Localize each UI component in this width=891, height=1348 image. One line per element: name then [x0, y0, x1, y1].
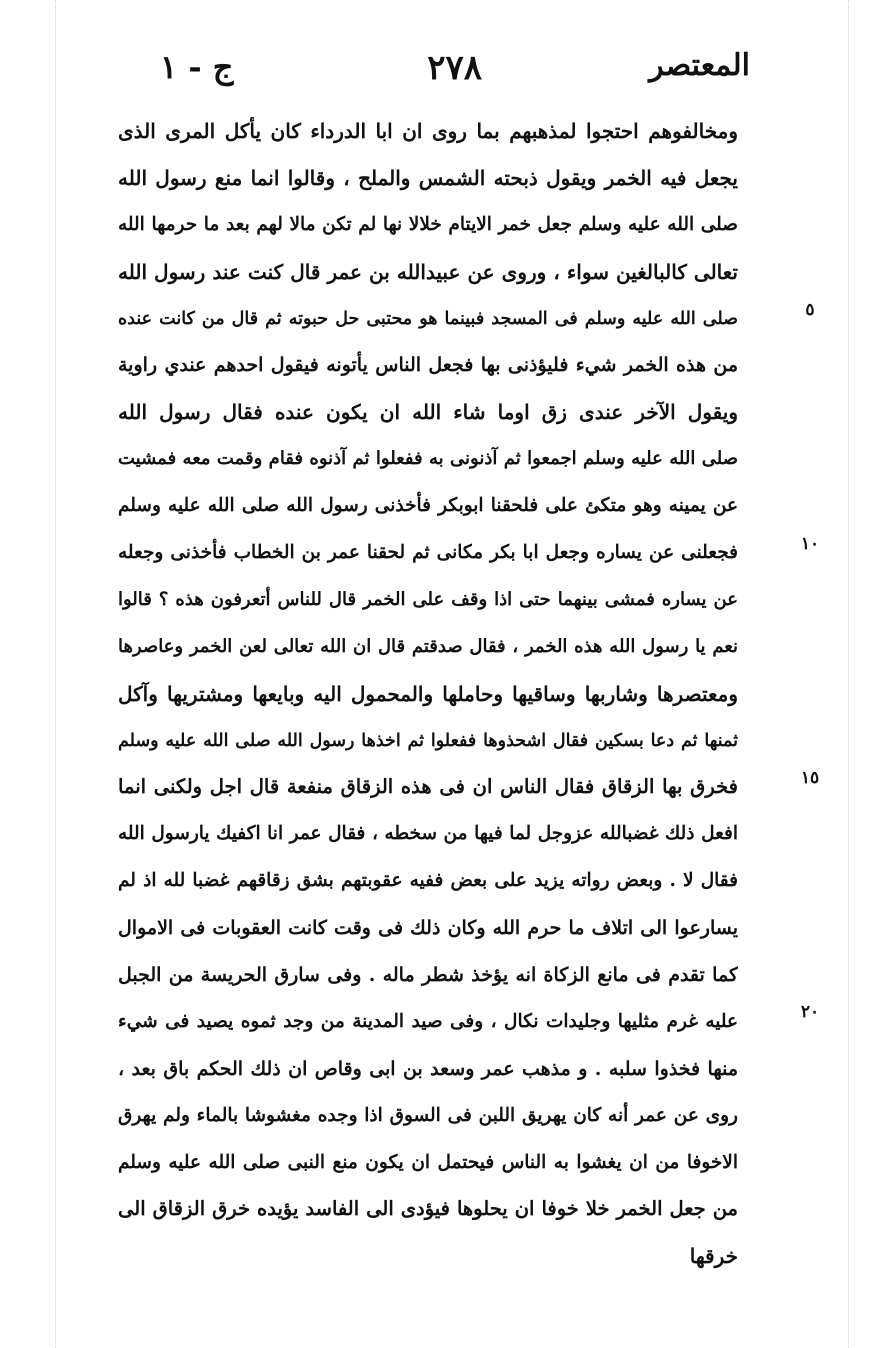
scan-guide-line — [848, 0, 849, 1348]
text-line: صلى الله عليه وسلم جعل خمر الايتام خلالا نها لم تكن مالا لهم بعد ما حرمها الله — [118, 213, 738, 235]
text-line: عن يمينه وهو متكئ على فلحقنا ابوبكر فأخذنى رسول الله صلى الله عليه وسلم — [118, 495, 738, 517]
text-line: صلى الله عليه وسلم فى المسجد فبينما هو محتبى حل حبوته ثم قال من كانت عنده — [118, 308, 738, 329]
text-line: كما تقدم فى مانع الزكاة انه يؤخذ شطر ماله . وفى سارق الحريسة من الجبل — [118, 964, 738, 987]
text-line: الاخوفا من ان يغشوا به الناس فيحتمل ان يكون منع النبى صلى الله عليه وسلم — [118, 1151, 738, 1173]
text-line: ويقول الآخر عندى زق اوما شاء الله ان يكون عنده فقال رسول الله — [118, 400, 738, 425]
page-number: ٢٧٨ — [427, 48, 482, 88]
text-line: منها فخذوا سلبه . و مذهب عمر وسعد بن ابى وقاص ان ذلك الحكم باق بعد ، — [118, 1057, 738, 1080]
text-line: فقال لا . وبعض رواته يزيد على بعض ففيه عقوبتهم بشق زقاقهم غضبا لله اذ لم — [118, 870, 738, 892]
text-line: تعالى كالبالغين سواء ، وروى عن عبيدالله بن عمر قال كنت عند رسول الله — [118, 259, 738, 284]
text-line: يجعل فيه الخمر ويقول ذبحته الشمس والملح ، وقالوا انما منع رسول الله — [118, 165, 738, 190]
body-text — [118, 108, 738, 1280]
text-line: ومخالفوهم احتجوا لمذهبهم بما روى ان ابا الدرداء كان يأكل المرى الذى — [118, 119, 738, 143]
line-number: ١٥ — [800, 768, 820, 788]
text-line: عليه غرم مثليها وجليدات نكال ، وفى صيد المدينة من وجد ثموه يصيد فى شيء — [118, 1010, 738, 1032]
text-line: روى عن عمر أنه كان يهريق اللبن فى السوق اذا وجده مغشوشا بالماء ولم يهرق — [118, 1104, 738, 1126]
text-line: خرقها — [689, 1244, 738, 1269]
line-number: ٢٠ — [800, 1002, 820, 1022]
volume-label: ج - ١ — [160, 48, 234, 86]
text-line: فخرق بها الزقاق فقال الناس ان فى هذه الزقاق منفعة قال اجل ولكنى انما — [118, 775, 738, 799]
text-line: من هذه الخمر شيء فليؤذنى بها فجعل الناس يأتونه فيقول احدهم عندي راوية — [118, 354, 738, 377]
running-title: المعتصر — [649, 48, 750, 83]
scan-guide-line — [55, 0, 56, 1348]
text-line: فجعلنى عن يساره وجعل ابا بكر مكانى ثم لحقنا عمر بن الخطاب فأخذنى وجعله — [118, 542, 738, 564]
text-line: ومعتصرها وشاربها وساقيها وحاملها والمحمول اليه وبايعها ومشتريها وآكل — [118, 681, 738, 706]
line-number: ٥ — [805, 300, 815, 320]
text-line: نعم يا رسول الله هذه الخمر ، فقال صدقتم قال ان الله تعالى لعن الخمر وعاصرها — [118, 635, 738, 657]
text-line: افعل ذلك غضبالله عزوجل لما فيها من سخطه ، فقال عمر انا اكفيك يارسول الله — [118, 823, 738, 845]
text-line: ثمنها ثم دعا بسكين فقال اشحذوها ففعلوا ثم اخذها رسول الله صلى الله عليه وسلم — [118, 730, 738, 751]
text-line: صلى الله عليه وسلم اجمعوا ثم آذنونى به ففعلوا ثم آذنوه فقام وقمت معه فمشيت — [118, 448, 738, 470]
running-header — [160, 48, 750, 108]
line-number: ١٠ — [800, 534, 820, 554]
text-line: يسارعوا الى اتلاف ما حرم الله وكان ذلك فى وقت كانت العقوبات فى الاموال — [118, 917, 738, 940]
text-line: من جعل الخمر خلا خوفا ان يحلوها فيؤدى الى الفاسد يؤيده خرق الزقاق الى — [118, 1197, 738, 1221]
text-line: عن يساره فمشى بينهما حتى اذا وقف على الخمر قال للناس أتعرفون هذه ؟ قالوا — [118, 588, 738, 610]
